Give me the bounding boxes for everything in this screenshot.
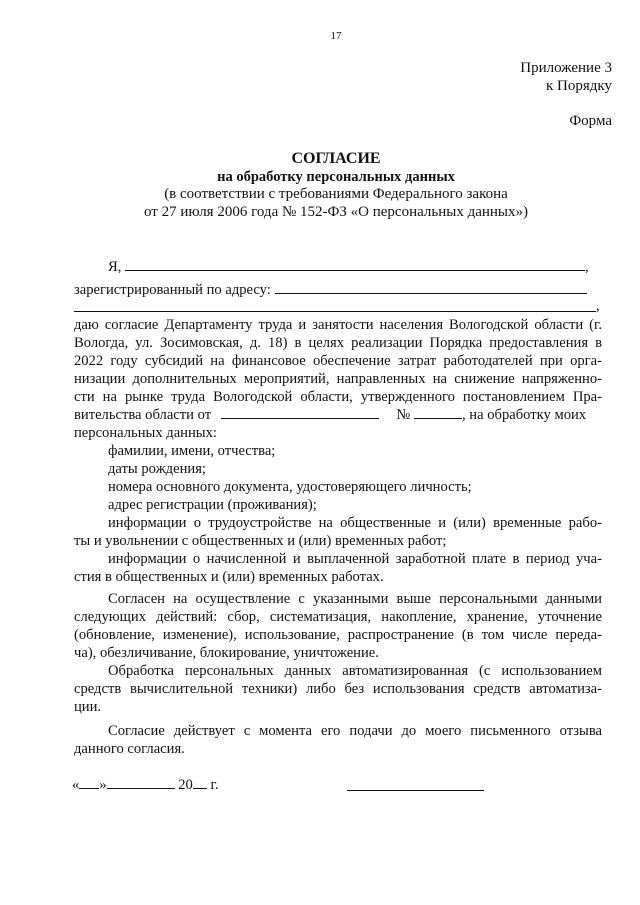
address-field-continuation[interactable]: [74, 311, 596, 312]
body-line: 2022 году субсидий на финансовое обеспечение затрат работодателей при орга-: [74, 353, 602, 369]
name-prefix: Я,: [108, 259, 122, 275]
list-item: номера основного документа, удостоверяющего личность;: [108, 479, 472, 495]
body-line: сти на рынке труда Вологодской области, утвержденного постановлением Пра-: [74, 389, 602, 405]
body-line: персональных данных:: [74, 425, 217, 441]
date-close-quote: »: [99, 777, 107, 793]
document-title: СОГЛАСИЕ: [291, 150, 381, 167]
month-field[interactable]: [107, 776, 175, 789]
decree-text-a: вительства области от: [74, 407, 212, 423]
name-field[interactable]: [125, 258, 585, 271]
signature-field[interactable]: [347, 790, 484, 791]
body-line: Обработка персональных данных автоматизированная (с использованием: [108, 663, 602, 679]
decree-number-field[interactable]: [414, 406, 462, 419]
date-row: [72, 776, 219, 794]
body-line: ча), обезличивание, блокирование, уничтожение.: [74, 645, 379, 661]
decree-row: [74, 406, 602, 424]
list-item: даты рождения;: [108, 461, 206, 477]
body-line: даю согласие Департаменту труда и занятости населения Вологодской области (г.: [74, 317, 602, 333]
appendix-line-2: к Порядку: [546, 78, 612, 94]
address-field-row: [74, 281, 602, 299]
appendix-line-1: Приложение 3: [520, 60, 612, 76]
name-field-row: [108, 258, 602, 276]
year-prefix: 20: [178, 777, 193, 793]
list-item-continuation: стия в общественных и (или) временных работах.: [74, 569, 384, 585]
address-label: зарегистрированный по адресу:: [74, 282, 271, 298]
document-subtitle: на обработку персональных данных: [217, 169, 455, 185]
name-suffix: ,: [585, 259, 589, 275]
year-suffix: г.: [210, 777, 219, 793]
address-suffix: ,: [596, 298, 600, 314]
list-item: информации о начисленной и выплаченной заработной плате в период уча-: [108, 551, 602, 567]
body-line: Согласие действует с момента его подачи до моего письменного отзыва: [108, 723, 602, 739]
date-open-quote: «: [72, 777, 80, 793]
body-line: данного согласия.: [74, 741, 185, 757]
body-line: низации дополнительных мероприятий, направленных на снижение напряженно-: [74, 371, 602, 387]
list-item: фамилии, имени, отчества;: [108, 443, 276, 459]
body-line: Согласен на осуществление с указанными выше персональными данными: [108, 591, 602, 607]
list-item: информации о трудоустройстве на общественные и (или) временные рабо-: [108, 515, 602, 531]
page-number: 17: [330, 30, 342, 42]
decree-date-field[interactable]: [221, 406, 379, 419]
header-line-4: от 27 июля 2006 года № 152-ФЗ «О персональных данных»): [143, 204, 528, 220]
body-line: следующих действий: сбор, систематизация, накопление, хранение, уточнение: [74, 609, 602, 625]
body-line: Вологда, ул. Зосимовская, д. 18) в целях реализации Порядка предоставления в: [74, 335, 602, 351]
list-item: адрес регистрации (проживания);: [108, 497, 317, 513]
decree-text-c: , на обработку моих: [462, 407, 587, 423]
day-field[interactable]: [79, 776, 99, 789]
list-item-continuation: ты и увольнении с общественных и (или) временных работ;: [74, 533, 447, 549]
decree-number-sign: №: [396, 407, 411, 423]
form-label: Форма: [569, 113, 612, 129]
address-field[interactable]: [275, 281, 587, 294]
body-line: ции.: [74, 699, 102, 715]
body-line: средств вычислительной техники) либо без использования средств автоматиза-: [74, 681, 602, 697]
header-line-3: (в соответствии с требованиями Федерального закона: [164, 186, 508, 202]
year-field[interactable]: [193, 776, 207, 789]
body-line: (обновление, изменение), использование, распространение (в том числе переда-: [74, 627, 602, 643]
